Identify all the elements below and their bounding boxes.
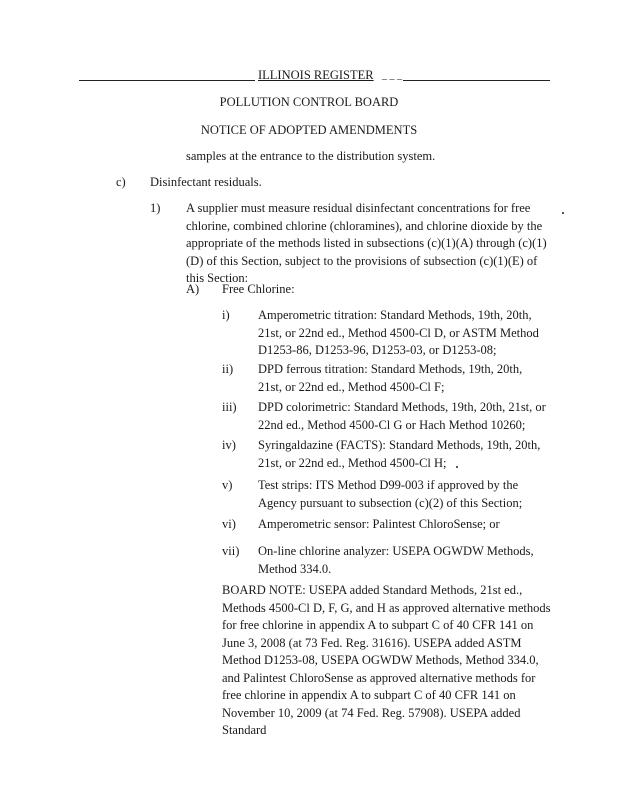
board-title: POLLUTION CONTROL BOARD: [219, 95, 399, 109]
item-1-label: 1): [150, 201, 161, 215]
method-label: iii): [222, 400, 237, 414]
method-label: iv): [222, 438, 236, 452]
method-text: Amperometric sensor: Palintest ChloroSense; or: [258, 517, 500, 531]
method-text: On-line chlorine analyzer: USEPA OGWDW Methods, Method 334.0.: [258, 544, 534, 576]
scan-speck: [562, 212, 564, 214]
header-rule-left: [79, 80, 255, 81]
method-label: v): [222, 478, 233, 492]
section-c-label: c): [116, 175, 126, 189]
header-rule-right: [403, 80, 550, 81]
item-a-heading: Free Chlorine:: [222, 282, 295, 296]
method-label: vi): [222, 517, 236, 531]
method-text: Syringaldazine (FACTS): Standard Methods, 19th, 20th, 21st, or 22nd ed., Method 4500-Cl H;: [258, 438, 541, 470]
board-note: BOARD NOTE: USEPA added Standard Methods, 21st ed., Methods 4500-Cl D, F, G, and H as approved alternative methods for free chlorine in appendix A to subpart C of 40 CFR 141 on June 3, 2008 (at 73 Fed. Reg. 31616). USEPA added ASTM Method D1253-08, USEPA OGWDW Methods, Method 334.0, and Palintest ChloroSense as approved alternative methods for free chlorine in appendix A to subpart C of 40 CFR 141 on November 10, 2009 (at 74 Fed. Reg. 57908). USEPA added Standard: [222, 583, 551, 737]
scan-speck: [456, 466, 458, 468]
method-text: DPD colorimetric: Standard Methods, 19th, 20th, 21st, or 22nd ed., Method 4500-Cl G or Hach Method 10260;: [258, 400, 546, 432]
method-text: DPD ferrous titration: Standard Methods, 19th, 20th, 21st, or 22nd ed., Method 4500-Cl F;: [258, 362, 523, 394]
method-text: Amperometric titration: Standard Methods, 19th, 20th, 21st, or 22nd ed., Method 4500-Cl D, or ASTM Method D1253-86, D1253-96, D1253-03, or D1253-08;: [258, 308, 539, 357]
register-mark: _ _ _: [382, 70, 402, 81]
method-label: vii): [222, 544, 240, 558]
notice-title: NOTICE OF ADOPTED AMENDMENTS: [200, 123, 418, 137]
section-c-heading: Disinfectant residuals.: [150, 175, 262, 189]
carryover-text: samples at the entrance to the distribution system.: [186, 149, 436, 163]
item-1-text: A supplier must measure residual disinfectant concentrations for free chlorine, combined chlorine (chloramines), and chlorine dioxide by the appropriate of the methods listed in subsections (c)(1)(A) through (c)(1)(D) of this Section, subject to the provisions of subsection (c)(1)(E) of this Section:: [186, 201, 547, 285]
method-label: i): [222, 308, 230, 322]
register-title: ILLINOIS REGISTER: [258, 68, 374, 82]
method-text: Test strips: ITS Method D99-003 if approved by the Agency pursuant to subsection (c)(2) of this Section;: [258, 478, 523, 510]
method-label: ii): [222, 362, 234, 376]
item-a-label: A): [186, 282, 200, 296]
